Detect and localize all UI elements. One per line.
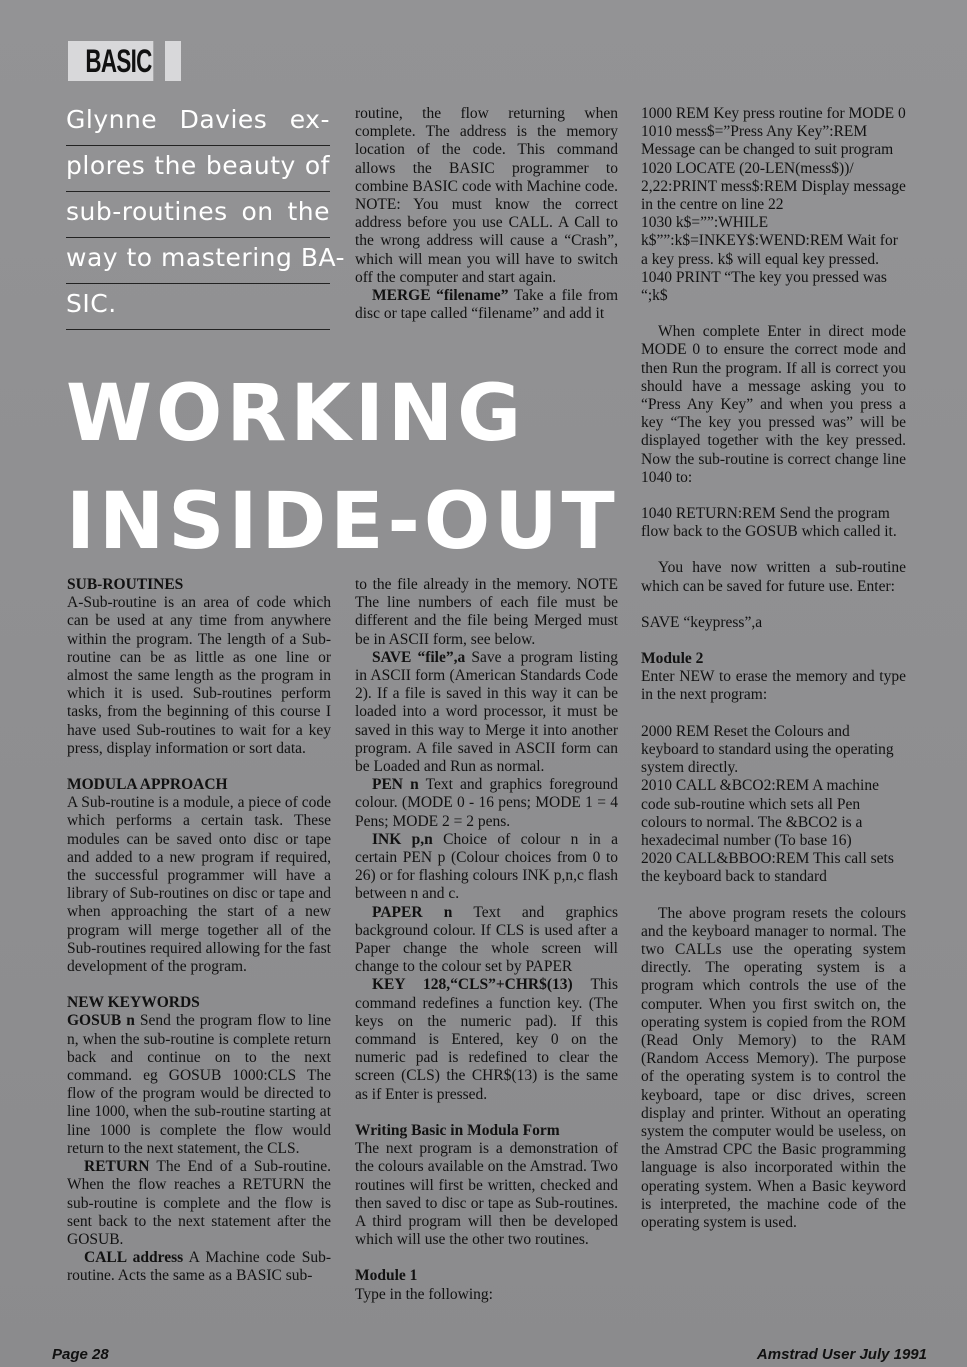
keyword-definition: Choice of colour n in a certain PEN p (Colour choices from 0 to 26) or for flashing colours INK p,n,c flash between n and c.	[355, 830, 618, 903]
code-line: 1000 REM Key press routine for MODE 0	[641, 105, 906, 122]
keyword-paper	[355, 904, 618, 977]
intro-line: way to mastering BA-	[66, 238, 330, 284]
paragraph-written-subroutine: You have now written a sub-routine which can be saved for future use. Enter:	[641, 559, 906, 595]
paragraph-module-2: Enter NEW to erase the memory and type in the next program:	[641, 668, 906, 704]
code-line: 2020 CALL&BBOO:REM This call sets the keyboard back to standard	[641, 850, 894, 886]
keyword-term: PAPER n	[372, 903, 453, 921]
intro-line: plores the beauty of	[66, 146, 330, 192]
keyword-ink	[355, 831, 618, 904]
article-column-3	[641, 105, 906, 1232]
code-line: 1040 PRINT “The key you pressed was “;k$	[641, 268, 887, 305]
code-line: 1010 mess$=”Press Any Key”:REM Message can be changed to suit program	[641, 123, 894, 159]
page-number: Page 28	[52, 1346, 109, 1363]
keyword-pen	[355, 776, 618, 831]
keyword-term: PEN n	[372, 776, 419, 794]
keyword-save	[355, 649, 618, 776]
keyword-merge	[355, 287, 618, 323]
keyword-key	[355, 976, 618, 1103]
keyword-term: CALL address	[84, 1249, 184, 1267]
paragraph-above-program: The above program resets the colours and the keyboard manager to normal. The two CALLs use the operating system directly. The operating system is a program which controls the use of the computer. When you first switch on, the operating system is copied from the ROM (Read Only Memory) to the RAM (Random Access Memory). The purpose of the operating system is to control the keyboard, tape or disc drives, screen display and printer. Without an operating system the computer would be useless, on the Amstrad CPC the Basic programming language is also incorporated within the operating system. When a Basic keyword is interpreted, the machine code of the operating system is used.	[641, 904, 906, 1231]
keyword-definition: Send the program flow to line n, when the sub-routine is complete return back and continue on to the next command. eg GOSUB 1000:CLS The flow of the program would be directed to line 1000, when the sub-routine starting at line 1000 is complete the flow would return to the next statement, the CLS.	[67, 1012, 332, 1157]
keyword-definition: Text and graphics background colour. If CLS is used after a Paper change the whole screen will change to the colour set by PAPER	[355, 903, 618, 976]
heading-module-1: Module 1	[355, 1267, 418, 1285]
code-line-save: SAVE “keypress”,a	[641, 613, 763, 631]
heading-subroutines: SUB-ROUTINES	[67, 576, 184, 593]
keyword-gosub	[67, 1012, 331, 1158]
section-tag	[68, 40, 181, 82]
code-line-return: 1040 RETURN:REM Send the program flow back to the GOSUB which called it.	[641, 505, 897, 541]
keyword-definition: Text and graphics foreground colour. (MODE 0 - 16 pens; MODE 1 = 4 Pens; MODE 2 = 2 pens.	[355, 776, 619, 830]
code-line: 2000 REM Reset the Colours and keyboard to standard using the operating system directly.	[641, 722, 894, 777]
publication-name: Amstrad User July 1991	[756, 1346, 927, 1363]
headline-line-2: INSIDE-OUT	[66, 477, 619, 567]
paragraph-module-1: Type in the following:	[355, 1285, 493, 1303]
paragraph-modula-approach: A Sub-routine is a module, a piece of code which performs a certain task. These modules can be saved onto disc or tape and added to a new program if required, the successful programmer will have a library of Sub-routines on disc or tape and when approaching the start of a new program will merge together all of the Sub-routines required allowing for the fast development of the program.	[67, 794, 331, 976]
paragraph-subroutines: A-Sub-routine is an area of code which can be used at any time from anywhere within the program. The length of a Sub-routine can be as little as one line or almost the same length as the program in which it is used. Sub-routines perform tasks, from the beginning of this course I have used Sub-routines to wait for a key press, display information or sort data.	[67, 594, 331, 757]
keyword-term: MERGE “filename”	[372, 287, 509, 305]
keyword-term: KEY 128,“CLS”+CHR$(13)	[372, 976, 573, 994]
paragraph-merge-continued: to the file already in the memory. NOTE The line numbers of each file must be different and the file being Merged must be in ASCII form, see below.	[355, 576, 618, 648]
code-line: 1030 k$=””:WHILE k$””:k$=INKEY$:WEND:REM Wait for a key press. k$ will equal key pressed.	[641, 214, 898, 268]
tag-block-right	[165, 41, 181, 81]
heading-writing-basic: Writing Basic in Modula Form	[355, 1121, 560, 1139]
heading-modula-approach: MODULA APPROACH	[67, 776, 228, 794]
article-column-2-top	[355, 105, 618, 323]
keyword-term: GOSUB n	[67, 1012, 135, 1030]
code-line: 2010 CALL &BCO2:REM A machine code sub-routine which sets all Pen colours to normal. The &BCO2 is a hexadecimal number (To base 16)	[641, 777, 879, 849]
heading-new-keywords: NEW KEYWORDS	[67, 994, 200, 1012]
keyword-definition: Save a program listing in ASCII form (American Standards Code 2). If a file is saved in this way it can be loaded into a word processor, it must be saved in this way to Merge it into another program. A file saved in ASCII form can be Loaded and Run as normal.	[355, 648, 618, 776]
headline-line-1: WORKING	[66, 369, 526, 459]
keyword-definition: The End of a Sub-routine. When the flow reaches a RETURN the sub-routine is complete and the flow is sent back to the next statement after the GOSUB.	[67, 1158, 331, 1248]
headline	[66, 360, 619, 576]
intro-line: sub-routines on the	[66, 192, 330, 238]
tag-block-left	[68, 41, 84, 81]
paragraph-writing-basic: The next program is a demonstration of the colours available on the Amstrad. Two routines will first be written, checked and then saved to disc or tape as Sub-routines. A third program will then be developed which will use the other two routines.	[355, 1140, 618, 1249]
keyword-return	[67, 1158, 331, 1249]
intro-line: Glynne Davies ex-	[66, 100, 330, 146]
article-column-2-bottom	[355, 576, 618, 1304]
keyword-call	[67, 1249, 331, 1285]
keyword-term: INK p,n	[372, 830, 433, 848]
code-line: 1020 LOCATE (20-LEN(mess$))/ 2,22:PRINT mess$:REM Display message in the centre on line 22	[641, 159, 906, 214]
article-column-1	[67, 576, 331, 1286]
section-tag-label: BASIC	[85, 43, 152, 79]
keyword-definition: Take a file from disc or tape called “filename” and add it	[355, 287, 619, 323]
paragraph-call-continued: routine, the flow returning when complete. The address is the memory location of the code. This command allows the BASIC programmer to combine BASIC code with Machine code. NOTE: You must know the correct address before you use CALL. A Call to the wrong address will cause a “Crash”, which will mean you will have to switch off the computer and start again.	[355, 105, 618, 286]
heading-module-2: Module 2	[641, 650, 704, 668]
paragraph-when-complete: When complete Enter in direct mode MODE 0 to ensure the correct mode and then Run the program. If all is correct you should have a message asking you to “Press Any Key” and when you press a key “The key you pressed was” will be displayed together with the key pressed. Now the sub-routine is correct change line 1040 to:	[641, 323, 906, 486]
keyword-term: SAVE “file”,a	[372, 648, 466, 666]
keyword-term: RETURN	[84, 1158, 150, 1176]
keyword-definition: A Machine code Sub-routine. Acts the same as a BASIC sub-	[67, 1249, 331, 1285]
intro-standfirst	[66, 100, 346, 330]
intro-line: SIC.	[66, 284, 330, 330]
keyword-definition: This command redefines a function key. (The keys on the numeric pad). If this command is Entered, key 0 on the numeric pad is redefined to clear the screen (CLS) the CHR$(13) is the same as if Enter is pressed.	[355, 976, 619, 1103]
